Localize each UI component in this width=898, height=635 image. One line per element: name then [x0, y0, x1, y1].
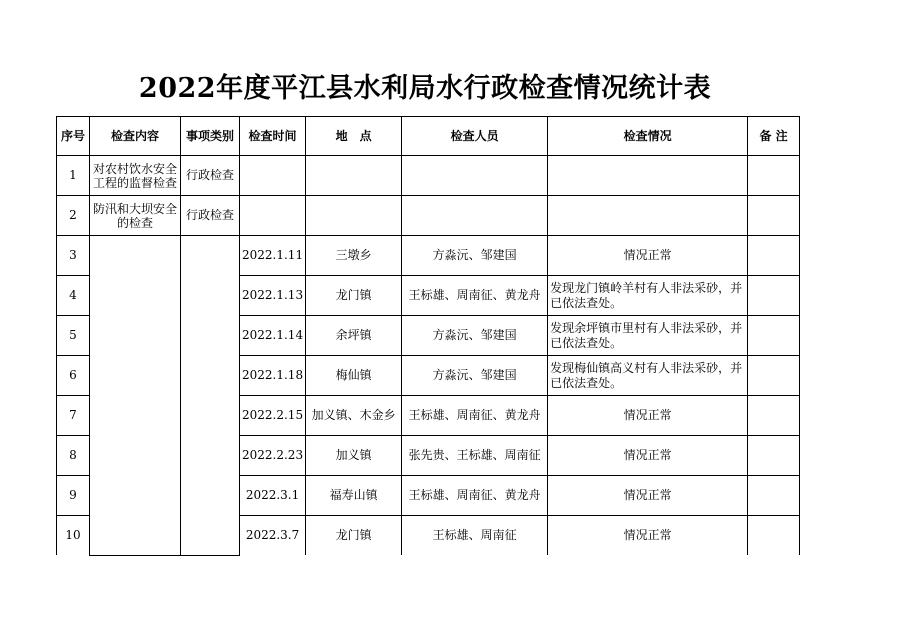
cell-note: [748, 356, 800, 396]
cell-content-text: 防汛和大坝安全的检查: [92, 201, 177, 230]
cell-place: [306, 156, 402, 196]
cell-staff: [402, 156, 548, 196]
header-row: [57, 117, 800, 156]
header-place: 地 点: [306, 117, 402, 156]
header-content: 检查内容: [90, 117, 181, 156]
cell-no: 1: [57, 156, 90, 196]
cell-date: 2022.2.15: [240, 396, 306, 436]
table-row: [57, 196, 800, 236]
cell-place: 加义镇、木金乡: [306, 396, 402, 436]
cell-staff: 张先贵、王标雄、周南征: [402, 436, 548, 476]
cell-note: [748, 476, 800, 516]
header-staff: 检查人员: [402, 117, 548, 156]
table-row: [57, 156, 800, 196]
cell-result: 发现梅仙镇高义村有人非法采砂，并已依法查处。: [548, 356, 748, 396]
cell-result: 情况正常: [548, 396, 748, 436]
cell-place: 梅仙镇: [306, 356, 402, 396]
cell-staff: [402, 196, 548, 236]
cell-staff: 王标雄、周南征、黄龙舟: [402, 276, 548, 316]
cell-content: [90, 196, 181, 236]
cell-no: 7: [57, 396, 90, 436]
cell-no: 9: [57, 476, 90, 516]
cell-result: 情况正常: [548, 516, 748, 556]
cell-note: [748, 196, 800, 236]
cell-date: 2022.3.1: [240, 476, 306, 516]
cell-no: 8: [57, 436, 90, 476]
table-row: [57, 236, 800, 276]
cell-no: 6: [57, 356, 90, 396]
header-no: 序号: [57, 117, 90, 156]
cell-place: 余坪镇: [306, 316, 402, 356]
cell-place: 福寿山镇: [306, 476, 402, 516]
cell-result: 情况正常: [548, 436, 748, 476]
cell-staff: 王标雄、周南征: [402, 516, 548, 556]
cell-place: 龙门镇: [306, 276, 402, 316]
cell-no: 3: [57, 236, 90, 276]
cell-staff: 方淼沅、邹建国: [402, 316, 548, 356]
cell-staff: 方淼沅、邹建国: [402, 236, 548, 276]
header-note: 备 注: [748, 117, 800, 156]
header-result: 检查情况: [548, 117, 748, 156]
cell-date: 2022.1.18: [240, 356, 306, 396]
cell-content-merged: [90, 236, 181, 556]
cell-date: 2022.1.14: [240, 316, 306, 356]
cell-content: [90, 156, 181, 196]
cell-category-merged: [181, 236, 240, 556]
cell-date: [240, 196, 306, 236]
cell-place: 三墩乡: [306, 236, 402, 276]
cell-no: 5: [57, 316, 90, 356]
cell-date: 2022.1.13: [240, 276, 306, 316]
cell-content-text: 对农村饮水安全工程的监督检查: [92, 161, 177, 190]
cell-date: 2022.2.23: [240, 436, 306, 476]
cell-note: [748, 436, 800, 476]
cell-result: 情况正常: [548, 476, 748, 516]
cell-no: 10: [57, 516, 90, 556]
header-date: 检查时间: [240, 117, 306, 156]
cell-note: [748, 516, 800, 556]
cell-note: [748, 156, 800, 196]
cell-result: [548, 196, 748, 236]
header-category: 事项类别: [181, 117, 240, 156]
cell-category: 行政检查: [181, 156, 240, 196]
cell-note: [748, 276, 800, 316]
cell-staff: 王标雄、周南征、黄龙舟: [402, 476, 548, 516]
cell-result: [548, 156, 748, 196]
page-title: 2022年度平江县水利局水行政检查情况统计表: [138, 73, 712, 104]
cell-staff: 王标雄、周南征、黄龙舟: [402, 396, 548, 436]
cell-staff: 方淼沅、邹建国: [402, 356, 548, 396]
cell-no: 2: [57, 196, 90, 236]
cell-note: [748, 316, 800, 356]
cell-note: [748, 236, 800, 276]
cell-result: 情况正常: [548, 236, 748, 276]
cell-place: [306, 196, 402, 236]
cell-no: 4: [57, 276, 90, 316]
cell-category: 行政检查: [181, 196, 240, 236]
cell-place: 加义镇: [306, 436, 402, 476]
cell-date: 2022.1.11: [240, 236, 306, 276]
inspection-table: [56, 116, 800, 556]
cell-date: 2022.3.7: [240, 516, 306, 556]
cell-date: [240, 156, 306, 196]
cell-place: 龙门镇: [306, 516, 402, 556]
cell-note: [748, 396, 800, 436]
cell-result: 发现余坪镇市里村有人非法采砂，并已依法查处。: [548, 316, 748, 356]
cell-result: 发现龙门镇岭羊村有人非法采砂，并已依法查处。: [548, 276, 748, 316]
